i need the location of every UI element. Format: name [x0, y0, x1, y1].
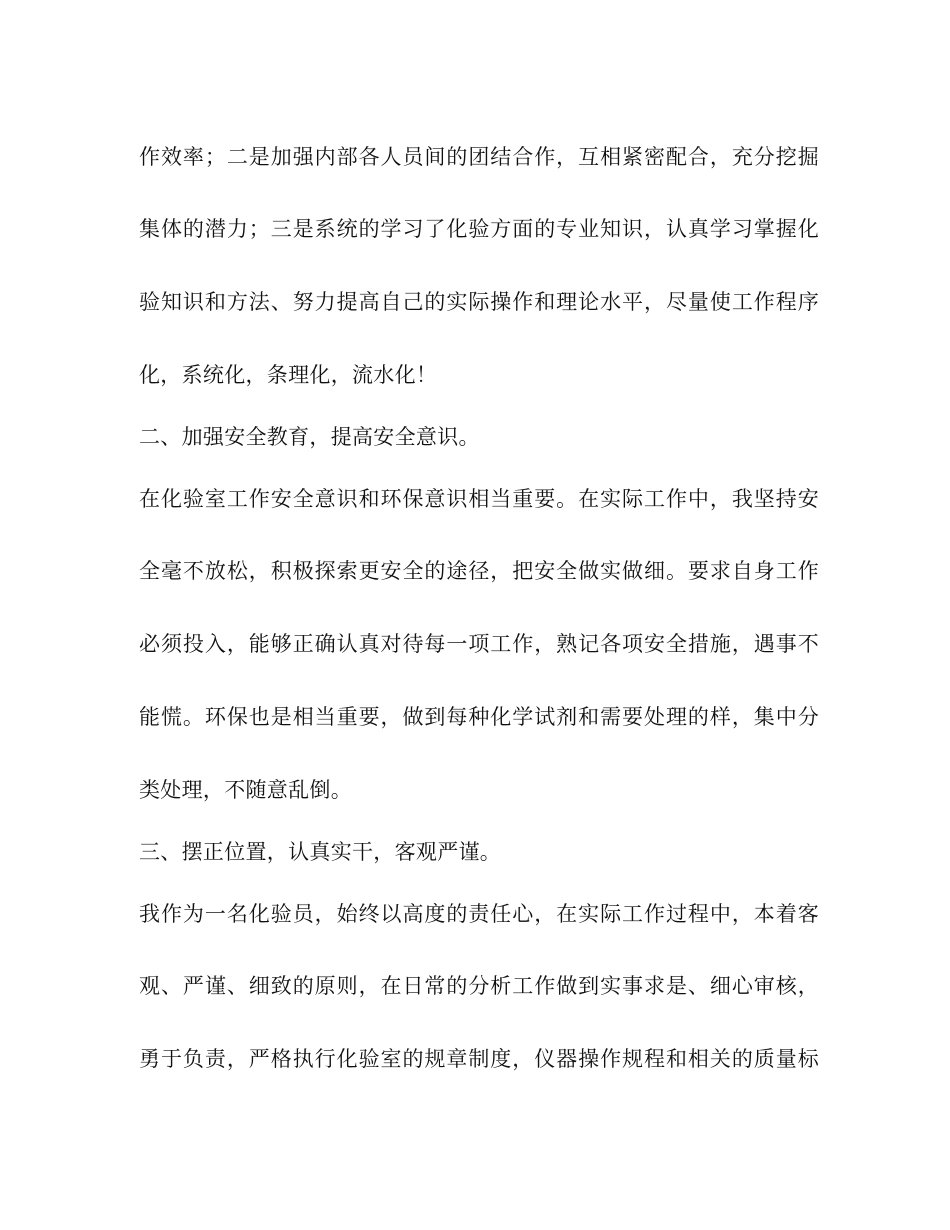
- paragraph-line: 我作为一名化验员，始终以高度的责任心，在实际工作过程中，本着客: [139, 902, 819, 926]
- paragraph-line: 能慌。环保也是相当重要，做到每种化学试剂和需要处理的样，集中分: [139, 705, 819, 729]
- paragraph-line: 勇于负责，严格执行化验室的规章制度，仪器操作规程和相关的质量标: [139, 1047, 819, 1071]
- paragraph-line: 作效率；二是加强内部各人员间的团结合作，互相紧密配合，充分挖掘: [139, 145, 819, 169]
- paragraph-line: 观、严谨、细致的原则，在日常的分析工作做到实事求是、细心审核，: [139, 974, 819, 998]
- paragraph-line: 必须投入，能够正确认真对待每一项工作，熟记各项安全措施，遇事不: [139, 632, 819, 656]
- paragraph-line: 在化验室工作安全意识和环保意识相当重要。在实际工作中，我坚持安: [139, 487, 819, 511]
- paragraph-line: 类处理，不随意乱倒。: [139, 778, 352, 802]
- section-heading: 二、加强安全教育，提高安全意识。: [139, 425, 480, 449]
- paragraph-line: 化，系统化，条理化，流水化！: [139, 363, 438, 387]
- paragraph-line: 验知识和方法、努力提高自己的实际操作和理论水平，尽量使工作程序: [139, 290, 819, 314]
- paragraph-line: 集体的潜力；三是系统的学习了化验方面的专业知识，认真学习掌握化: [139, 217, 819, 241]
- paragraph-line: 全毫不放松，积极探索更安全的途径，把安全做实做细。要求自身工作: [139, 559, 819, 583]
- section-heading: 三、摆正位置，认真实干，客观严谨。: [139, 840, 502, 864]
